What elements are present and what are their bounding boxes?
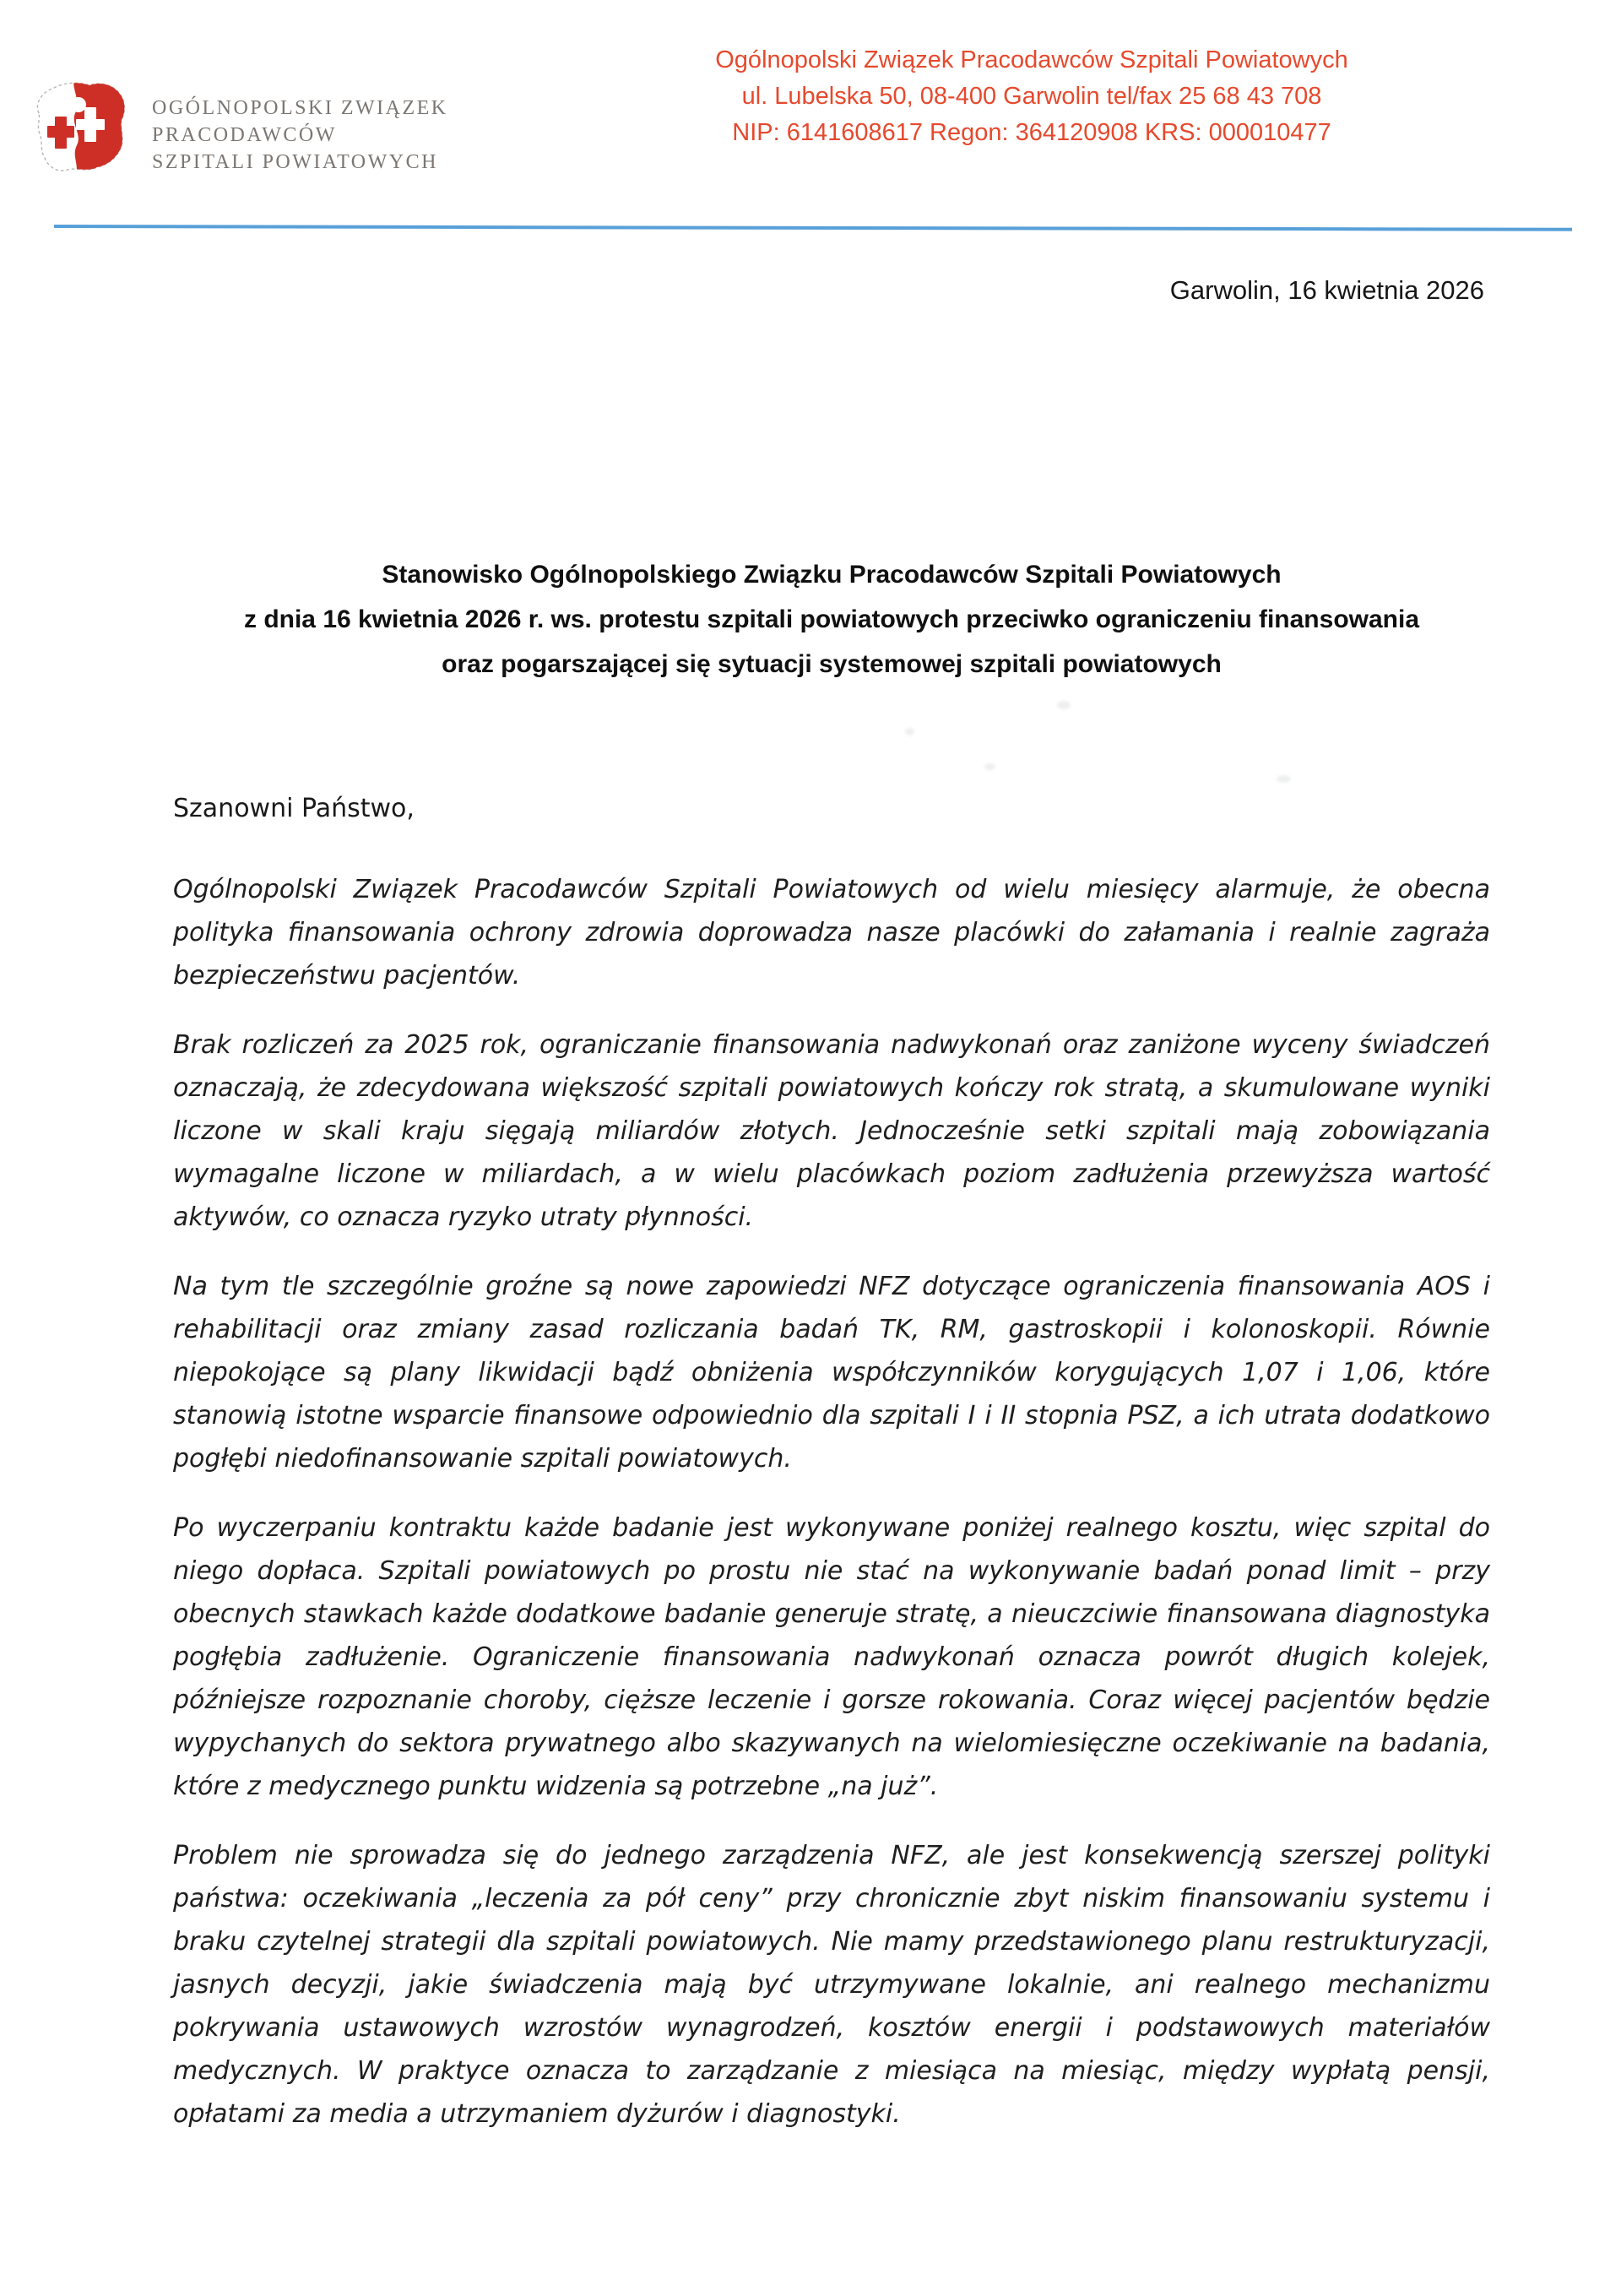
scan-artifact [1057, 701, 1071, 709]
body-paragraph: Ogólnopolski Związek Pracodawców Szpitali Powiatowych od wielu miesięcy alarmuje, że obecna polityka finansowania ochrony zdrowia doprowadza nasze placówki do załamania i realnie zagraża bezpieczeństwu pacjentów. [173, 875, 1490, 991]
scan-artifact [1277, 775, 1291, 783]
contact-registry-numbers: NIP: 6141608617 Regon: 364120908 KRS: 000010477 [732, 119, 1331, 146]
title-line-1: Stanowisko Ogólnopolskiego Związku Pracodawców Szpitali Powiatowych [382, 561, 1282, 589]
org-caption-line-3: SZPITALI POWIATOWYCH [152, 151, 438, 173]
body-paragraph: Po wyczerpaniu kontraktu każde badanie jest wykonywane poniżej realnego kosztu, więc szpital do niego dopłaca. Szpitali powiatowych po prostu nie stać na wykonywanie badań ponad limit – przy obecnych stawkach każde dodatkowe badanie generuje stratę, a nieuczciwie finansowana diagnostyka pogłębia zadłużenie. Ograniczenie finansowania nadwykonań oznacza powrót długich kolejek, późniejsze rozpoznanie choroby, cięższe leczenie i gorsze rokowania. Coraz więcej pacjentów będzie wypychanych do sektora prywatnego albo skazywanych na wielomiesięczne oczekiwanie na badania, które z medycznego punktu widzenia są potrzebne „na już”. [173, 1513, 1490, 1801]
org-caption-line-2: PRACODAWCÓW [152, 124, 337, 146]
title-line-2: z dnia 16 kwietnia 2026 r. ws. protestu szpitali powiatowych przeciwko ograniczeniu finansowania [243, 605, 1420, 633]
body-paragraph: Na tym tle szczególnie groźne są nowe zapowiedzi NFZ dotyczące ograniczenia finansowania AOS i rehabilitacji oraz zmiany zasad rozliczania badań TK, RM, gastroskopii i kolonoskopii. Równie niepokojące są plany likwidacji bądź obniżenia współczynników korygujących 1,07 i 1,06, które stanowią istotne wsparcie finansowe odpowiednio dla szpitali I i II stopnia PSZ, a ich utrata dodatkowo pogłębi niedofinansowanie szpitali powiatowych. [173, 1272, 1490, 1474]
header-divider-line [54, 225, 1572, 231]
org-contact-block [686, 42, 1378, 151]
body-paragraph: Problem nie sprowadza się do jednego zarządzenia NFZ, ale jest konsekwencją szerszej polityki państwa: oczekiwania „leczenia za pół ceny” przy chronicznie zbyt niskim finansowaniu systemu i braku czytelnej strategii dla szpitali powiatowych. Nie mamy przedstawionego planu restrukturyzacji, jasnych decyzji, jakie świadczenia mają być utrzymywane lokalnie, ani realnego mechanizmu pokrywania ustawowych wzrostów wynagrodzeń, kosztów energii i podstawowych materiałów medycznych. W praktyce oznacza to zarządzanie z miesiąca na miesiąc, między wypłatą pensji, opłatami za media a utrzymaniem dyżurów i diagnostyki. [173, 1841, 1490, 2129]
place-and-date: Garwolin, 16 kwietnia 2026 [1169, 275, 1484, 305]
letter-body [173, 868, 1490, 2162]
org-logo-poland-map-icon [25, 78, 133, 179]
scan-artifact [984, 763, 995, 770]
org-caption-line-1: OGÓLNOPOLSKI ZWIĄZEK [152, 97, 448, 119]
document-title [131, 552, 1532, 687]
scan-artifact [905, 728, 914, 735]
contact-address-phone: ul. Lubelska 50, 08-400 Garwolin tel/fax 25 68 43 708 [741, 83, 1322, 110]
greeting: Szanowni Państwo, [173, 794, 415, 823]
org-caption [152, 95, 448, 176]
contact-org-name: Ogólnopolski Związek Pracodawców Szpitali Powiatowych [715, 46, 1348, 73]
title-line-3: oraz pogarszającej się sytuacji systemowej szpitali powiatowych [442, 650, 1222, 678]
body-paragraph: Brak rozliczeń za 2025 rok, ograniczanie finansowania nadwykonań oraz zaniżone wyceny świadczeń oznaczają, że zdecydowana większość szpitali powiatowych kończy rok stratą, a skumulowane wyniki liczone w skali kraju sięgają miliardów złotych. Jednocześnie setki szpitali mają zobowiązania wymagalne liczone w miliardach, a w wielu placówkach poziom zadłużenia przewyższa wartość aktywów, co oznacza ryzyko utraty płynności. [173, 1030, 1490, 1232]
